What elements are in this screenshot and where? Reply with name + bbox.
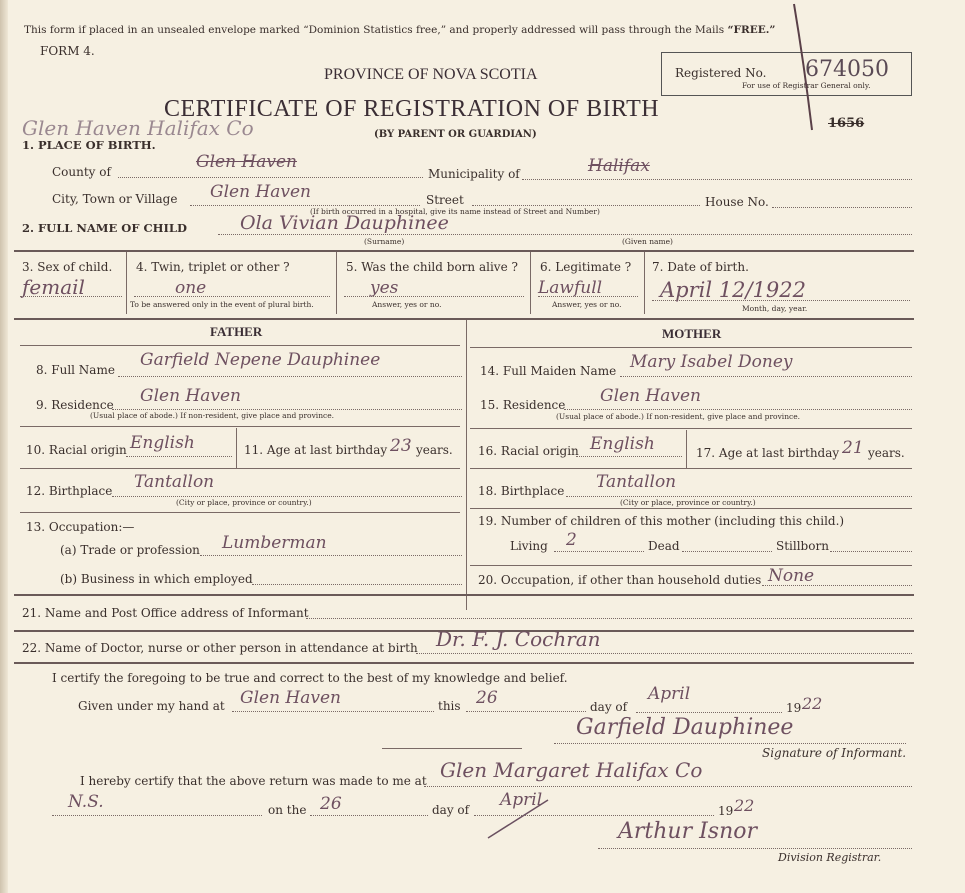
struck-number: 1656 bbox=[828, 116, 865, 131]
legitimate-label: 6. Legitimate ? bbox=[540, 260, 632, 274]
father-age-label: 11. Age at last birthday bbox=[244, 443, 388, 457]
informant-label: 21. Name and Post Office address of Informant bbox=[22, 606, 309, 620]
county-value: Glen Haven bbox=[196, 152, 298, 172]
given-name-note: (Given name) bbox=[622, 237, 673, 246]
pen-stroke-bottom bbox=[488, 800, 548, 838]
mother-occupation-value: None bbox=[768, 566, 815, 586]
mother-racial-label: 16. Racial origin bbox=[478, 444, 579, 458]
father-racial-value: English bbox=[130, 433, 195, 453]
birth-date-note: Month, day, year. bbox=[742, 304, 808, 313]
mother-age-unit: years. bbox=[868, 446, 905, 460]
father-business-label: (b) Business in which employed bbox=[60, 572, 253, 586]
certificate-title: CERTIFICATE OF REGISTRATION OF BIRTH bbox=[164, 96, 660, 122]
father-racial-label: 10. Racial origin bbox=[26, 443, 127, 457]
mother-living-value: 2 bbox=[566, 530, 577, 550]
alive-label: 5. Was the child born alive ? bbox=[346, 260, 518, 274]
mother-living-label: Living bbox=[510, 539, 548, 553]
given-day-of-label: day of bbox=[590, 700, 628, 714]
mother-children-label: 19. Number of children of this mother (including this child.) bbox=[478, 514, 845, 528]
father-birthplace-label: 12. Birthplace bbox=[26, 484, 113, 498]
certify-text: I certify the foregoing to be true and correct to the best of my knowledge and belief. bbox=[52, 671, 568, 685]
father-trade-value: Lumberman bbox=[222, 533, 327, 553]
mother-birthplace-note: (City or place, province or country.) bbox=[620, 498, 756, 507]
mother-age-label: 17. Age at last birthday bbox=[696, 446, 840, 460]
hospital-note: (If birth occurred in a hospital, give its name instead of Street and Number) bbox=[310, 207, 600, 216]
father-occupation-label: 13. Occupation:— bbox=[26, 520, 135, 534]
surname-note: (Surname) bbox=[364, 237, 405, 246]
alive-value: yes bbox=[370, 278, 399, 298]
house-label: House No. bbox=[705, 195, 769, 209]
return-year-prefix: 19 bbox=[718, 804, 734, 818]
top-scribble: Glen Haven Halifax Co bbox=[22, 116, 254, 140]
municipality-label: Municipality of bbox=[428, 167, 520, 181]
given-year-prefix: 19 bbox=[786, 701, 802, 715]
father-age-unit: years. bbox=[416, 443, 453, 457]
mother-stillborn-label: Stillborn bbox=[776, 539, 829, 553]
alive-note: Answer, yes or no. bbox=[372, 300, 442, 309]
informant-signature: Garfield Dauphinee bbox=[576, 715, 794, 740]
pen-stroke-top bbox=[794, 4, 812, 130]
registrar-label: Division Registrar. bbox=[778, 851, 882, 864]
doctor-value: Dr. F. J. Cochran bbox=[436, 627, 601, 651]
father-name-value: Garfield Nepene Dauphinee bbox=[140, 350, 381, 370]
doctor-label: 22. Name of Doctor, nurse or other person in attendance at birth bbox=[22, 641, 418, 655]
municipality-value: Halifax bbox=[588, 156, 650, 176]
legitimate-value: Lawfull bbox=[538, 278, 603, 298]
mother-name-label: 14. Full Maiden Name bbox=[480, 364, 617, 378]
mother-birthplace-label: 18. Birthplace bbox=[478, 484, 565, 498]
given-month-value: April bbox=[648, 684, 691, 704]
mail-notice-text: This form if placed in an unsealed envelope marked “Dominion Statistics free,” and properly addressed will pass through the Mails bbox=[24, 24, 725, 36]
father-birthplace-value: Tantallon bbox=[134, 472, 215, 492]
mother-residence-label: 15. Residence bbox=[480, 398, 566, 412]
province-title: PROVINCE OF NOVA SCOTIA bbox=[324, 66, 538, 83]
mother-name-value: Mary Isabel Doney bbox=[630, 352, 793, 372]
registrar-note: For use of Registrar General only. bbox=[742, 81, 871, 90]
informant-signature-label: Signature of Informant. bbox=[762, 746, 907, 760]
mother-occupation-label: 20. Occupation, if other than household duties bbox=[478, 573, 762, 587]
father-name-label: 8. Full Name bbox=[36, 363, 115, 377]
given-day-value: 26 bbox=[476, 688, 498, 708]
father-residence-value: Glen Haven bbox=[140, 386, 242, 406]
twin-label: 4. Twin, triplet or other ? bbox=[136, 260, 290, 274]
return-text: I hereby certify that the above return was made to me at bbox=[80, 774, 427, 788]
father-residence-label: 9. Residence bbox=[36, 398, 114, 412]
return-place-value: Glen Margaret Halifax Co bbox=[440, 758, 703, 782]
father-residence-note: (Usual place of abode.) If non-resident, give place and province. bbox=[90, 411, 335, 420]
father-age-value: 23 bbox=[390, 436, 412, 456]
return-place-2-value: N.S. bbox=[68, 792, 104, 812]
mother-age-value: 21 bbox=[842, 438, 864, 458]
twin-value: one bbox=[175, 278, 207, 298]
child-name-label: 2. FULL NAME OF CHILD bbox=[22, 221, 187, 235]
father-heading: FATHER bbox=[210, 324, 263, 339]
twin-note: To be answered only in the event of plural birth. bbox=[130, 300, 314, 309]
father-birthplace-note: (City or place, province or country.) bbox=[176, 498, 312, 507]
mother-residence-note: (Usual place of abode.) If non-resident, give place and province. bbox=[556, 412, 801, 421]
return-year-value: 22 bbox=[734, 796, 755, 815]
mother-heading: MOTHER bbox=[662, 326, 722, 341]
mother-residence-value: Glen Haven bbox=[600, 386, 702, 406]
return-on-the-label: on the bbox=[268, 803, 307, 817]
birth-date-value: April 12/1922 bbox=[660, 278, 806, 302]
registered-label: Registered No. bbox=[675, 66, 767, 80]
registered-number: 674050 bbox=[805, 57, 889, 82]
given-this-label: this bbox=[438, 699, 461, 713]
birth-date-label: 7. Date of birth. bbox=[652, 260, 749, 274]
mother-birthplace-value: Tantallon bbox=[596, 472, 677, 492]
form-number: FORM 4. bbox=[40, 44, 95, 58]
city-label: City, Town or Village bbox=[52, 192, 178, 206]
city-value: Glen Haven bbox=[210, 182, 312, 202]
place-of-birth-heading: 1. PLACE OF BIRTH. bbox=[22, 138, 156, 152]
registrar-signature: Arthur Isnor bbox=[618, 819, 758, 844]
mother-dead-label: Dead bbox=[648, 539, 680, 553]
mail-notice-free: “FREE.” bbox=[727, 24, 776, 36]
legitimate-note: Answer, yes or no. bbox=[552, 300, 622, 309]
sex-value: femail bbox=[22, 275, 85, 299]
given-label: Given under my hand at bbox=[78, 699, 225, 713]
father-trade-label: (a) Trade or profession bbox=[60, 543, 200, 557]
given-place-value: Glen Haven bbox=[240, 688, 342, 708]
child-name-value: Ola Vivian Dauphinee bbox=[240, 212, 449, 234]
return-day-value: 26 bbox=[320, 794, 342, 814]
return-month-value: April bbox=[500, 790, 543, 810]
county-label: County of bbox=[52, 165, 111, 179]
given-year-value: 22 bbox=[802, 694, 823, 713]
sex-label: 3. Sex of child. bbox=[22, 260, 113, 274]
mother-racial-value: English bbox=[590, 434, 655, 454]
return-day-of-label: day of bbox=[432, 803, 470, 817]
street-label: Street bbox=[426, 193, 464, 207]
certificate-subtitle: (BY PARENT OR GUARDIAN) bbox=[374, 129, 537, 140]
